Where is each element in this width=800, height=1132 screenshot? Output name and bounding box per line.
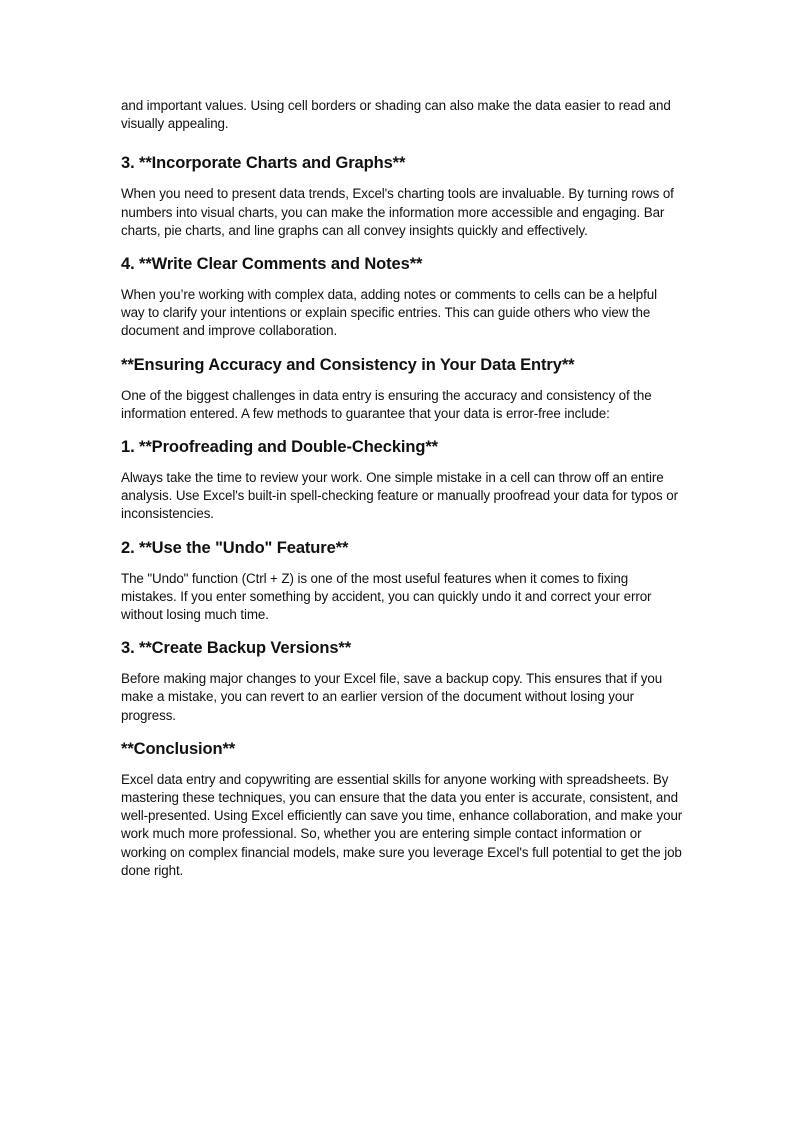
heading-undo-feature: 2. **Use the "Undo" Feature** xyxy=(121,538,349,557)
heading-conclusion: **Conclusion** xyxy=(121,739,236,758)
heading-comments-notes: 4. **Write Clear Comments and Notes** xyxy=(121,255,423,274)
heading-backup-versions: 3. **Create Backup Versions** xyxy=(121,639,352,658)
heading-charts-graphs: 3. **Incorporate Charts and Graphs** xyxy=(121,154,406,173)
paragraph-charts-graphs: When you need to present data trends, Excel's charting tools are invaluable. By turning rows of numbers into visual charts, you can make the information more accessible and engaging. Bar charts, pie charts, and line graphs can all convey insights quickly and effectively. xyxy=(121,186,674,238)
heading-accuracy-consistency: **Ensuring Accuracy and Consistency in Your Data Entry** xyxy=(121,355,575,374)
heading-proofreading: 1. **Proofreading and Double-Checking** xyxy=(121,438,438,457)
paragraph-conclusion: Excel data entry and copywriting are essential skills for anyone working with spreadsheets. By mastering these techniques, you can ensure that the data you enter is accurate, consistent, and well-presented. Using Excel efficiently can save you time, enhance collaboration, and make your work much more professional. So, whether you are entering simple contact information or working on complex financial models, make sure you leverage Excel's full potential to get the job done right. xyxy=(121,771,683,878)
paragraph-undo-feature: The "Undo" function (Ctrl + Z) is one of the most useful features when it comes to fixing mistakes. If you enter something by accident, you can quickly undo it and correct your error without losing much time. xyxy=(121,570,652,623)
paragraph-accuracy-consistency: One of the biggest challenges in data entry is ensuring the accuracy and consistency of the information entered. A few methods to guarantee that your data is error-free include: xyxy=(121,387,652,421)
paragraph-comments-notes: When you’re working with complex data, adding notes or comments to cells can be a helpful way to clarify your intentions or explain specific entries. This can guide others who view the document and improve collaboration. xyxy=(121,287,657,339)
document-page xyxy=(121,97,683,880)
paragraph-proofreading: Always take the time to review your work. One simple mistake in a cell can throw off an entire analysis. Use Excel's built-in spell-checking feature or manually proofread your data for typos or inconsistencies. xyxy=(121,470,678,522)
paragraph-backup-versions: Before making major changes to your Excel file, save a backup copy. This ensures that if you make a mistake, you can revert to an earlier version of the document without losing your progress. xyxy=(121,671,663,723)
paragraph-cell-formatting: and important values. Using cell borders or shading can also make the data easier to read and visually appealing. xyxy=(121,98,671,132)
